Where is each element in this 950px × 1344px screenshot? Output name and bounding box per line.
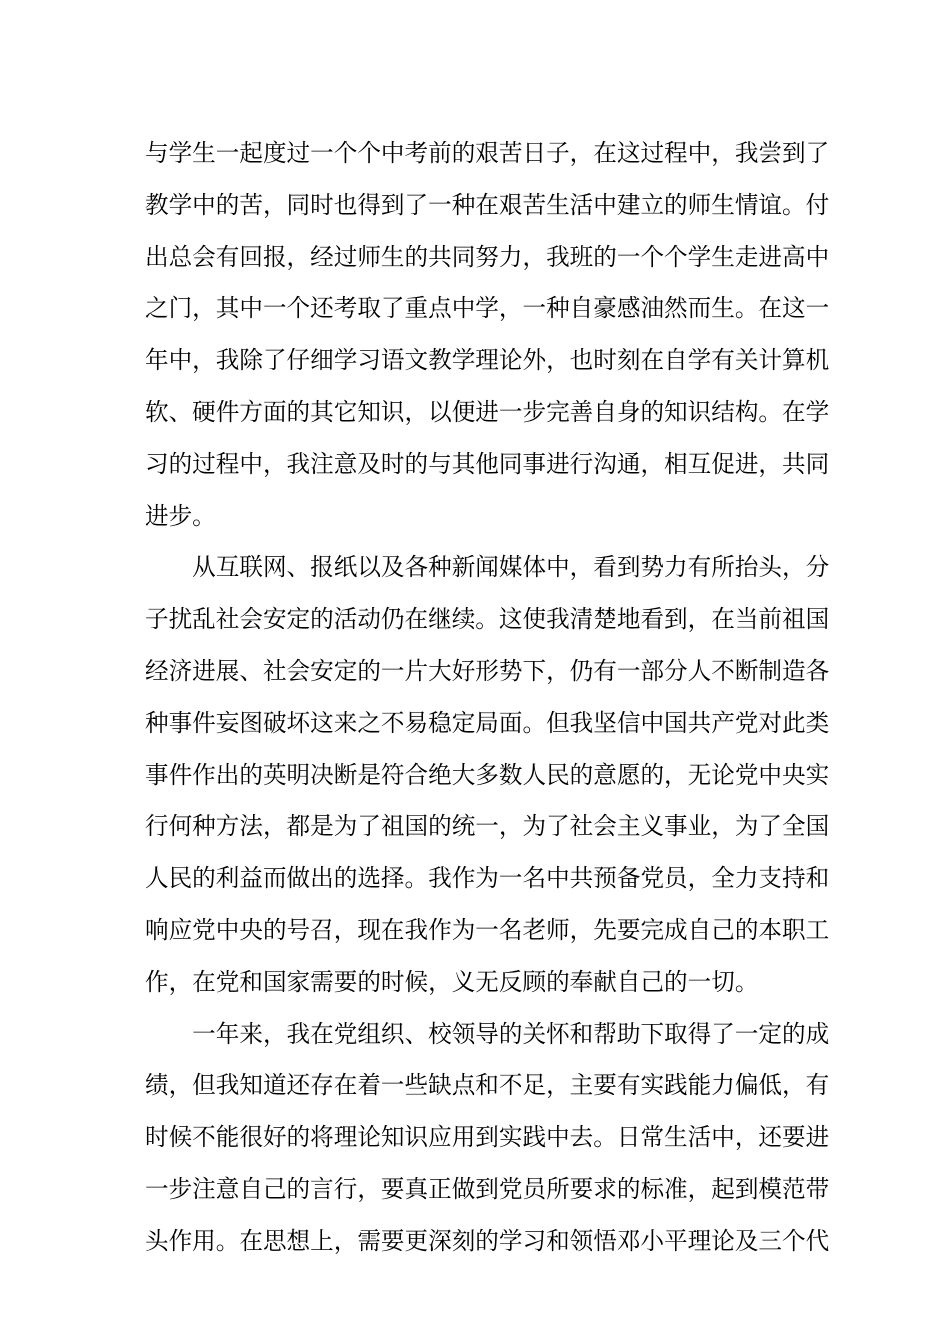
text-line: 软、硬件方面的其它知识，以便进一步完善自身的知识结构。在学 xyxy=(145,397,830,426)
text-line: 一年来，我在党组织、校领导的关怀和帮助下取得了一定的成 xyxy=(145,1019,830,1048)
text-line: 事件作出的英明决断是符合绝大多数人民的意愿的，无论党中央实 xyxy=(145,760,830,789)
text-line: 年中，我除了仔细学习语文教学理论外，也时刻在自学有关计算机 xyxy=(145,346,830,375)
text-line: 之门，其中一个还考取了重点中学，一种自豪感油然而生。在这一 xyxy=(145,294,830,323)
text-line: 人民的利益而做出的选择。我作为一名中共预备党员，全力支持和 xyxy=(145,864,830,893)
text-line: 种事件妄图破坏这来之不易稳定局面。但我坚信中国共产党对此类 xyxy=(145,708,830,737)
text-line: 进步。 xyxy=(145,501,216,530)
text-line: 与学生一起度过一个个中考前的艰苦日子，在这过程中，我尝到了 xyxy=(145,139,830,167)
text-line: 时候不能很好的将理论知识应用到实践中去。日常生活中，还要进 xyxy=(145,1123,830,1152)
text-line: 绩，但我知道还存在着一些缺点和不足，主要有实践能力偏低，有 xyxy=(145,1071,830,1100)
text-line: 经济进展、社会安定的一片大好形势下，仍有一部分人不断制造各 xyxy=(145,656,830,685)
text-line: 教学中的苦，同时也得到了一种在艰苦生活中建立的师生情谊。付 xyxy=(145,190,830,219)
text-line: 习的过程中，我注意及时的与其他同事进行沟通，相互促进，共同 xyxy=(145,449,830,478)
text-line: 出总会有回报，经过师生的共同努力，我班的一个个学生走进高中 xyxy=(145,242,830,271)
text-line: 响应党中央的号召，现在我作为一名老师，先要完成自己的本职工 xyxy=(145,915,830,944)
text-line: 头作用。在思想上，需要更深刻的学习和领悟邓小平理论及三个代 xyxy=(145,1226,830,1255)
text-line: 作，在党和国家需要的时候，义无反顾的奉献自己的一切。 xyxy=(145,967,759,996)
text-line: 子扰乱社会安定的活动仍在继续。这使我清楚地看到，在当前祖国 xyxy=(145,605,830,634)
text-line: 从互联网、报纸以及各种新闻媒体中，看到势力有所抬头，分 xyxy=(145,553,830,582)
text-line: 一步注意自己的言行，要真正做到党员所要求的标准，起到模范带 xyxy=(145,1174,830,1203)
text-line: 行何种方法，都是为了祖国的统一，为了社会主义事业，为了全国 xyxy=(145,812,830,841)
document-body xyxy=(145,128,830,1268)
